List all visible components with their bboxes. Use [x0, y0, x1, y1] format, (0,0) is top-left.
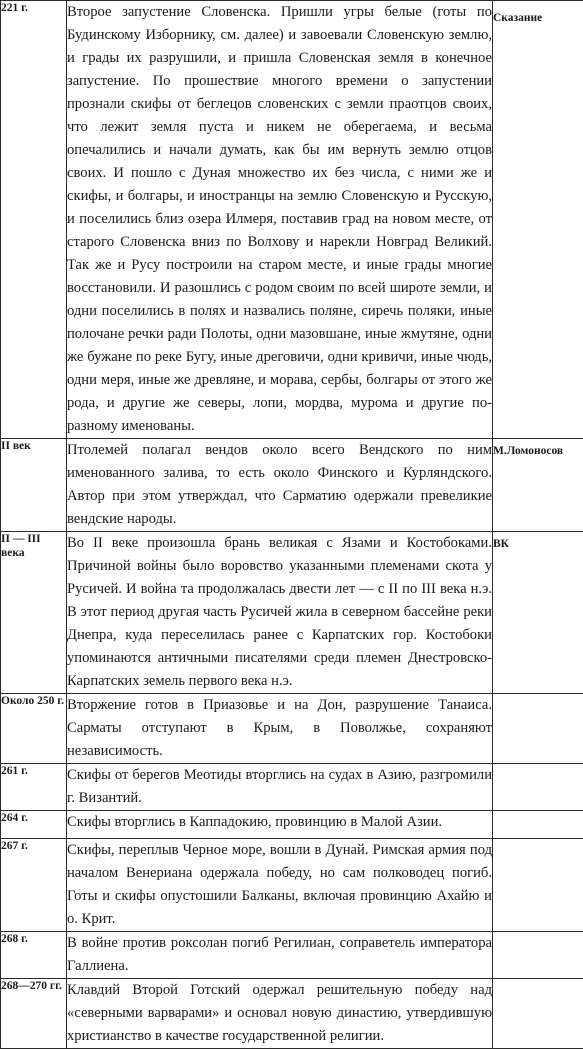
table-row — [1, 811, 583, 839]
event-text-cell: Скифы от берегов Меотиды вторглись на судах в Азию, разгромили г. Византий. — [67, 764, 493, 811]
source-cell: Сказание — [493, 1, 583, 439]
event-text-cell: Скифы вторглись в Каппадокию, провинцию в Малой Азии. — [67, 811, 493, 839]
date-cell: II век — [1, 439, 67, 532]
event-text-cell: Второе запустение Словенска. Пришли угры белые (готы по Будинскому Изборнику, см. далее) и завоевали Словенскую землю, и грады их разрушили, и пришла Словенская земля в конечное запустение. По прошествие многого времени о запустении прознали скифы от беглецов словенских с земли праотцов своих, что лежит земля пуста и никем не оберегаема, и весьма опечалились и начали думать, как бы им вернуть землю отцов своих. И пошло с Дуная множество их без числа, с ними же и скифы, и болгары, и иностранцы на землю Словенскую и Русскую, и поселились близ озера Илмеря, поставив град на новом месте, от старого Словенска вниз по Волхову и нарекли Новград Великий. Так же и Русу построили на старом месте, и иные грады многие восстановили. И разошлись с родом своим по всей широте земли, и одни поселились в полях и назвались поляне, сиречь поляки, иные полочане речки ради Полоты, одни мазовшане, иные жмутяне, одни же бужане по реке Бугу, иные дреговичи, одни кривичи, иные чюдь, одни меря, иные же древляне, и морава, сербы, болгары от этого же рода, и другие же северы, лопи, мордва, мурома и другие по-разному именованы. — [67, 1, 493, 439]
date-cell: II — III века — [1, 532, 67, 694]
source-cell — [493, 764, 583, 811]
source-cell — [493, 694, 583, 764]
source-cell — [493, 932, 583, 979]
event-text-cell: Птолемей полагал вендов около всего Вендского по ним именованного залива, то есть около Финского и Курляндского. Автор при этом утверждал, что Сарматию одержали превеликие вендские народы. — [67, 439, 493, 532]
table-row — [1, 979, 583, 1049]
date-cell: 261 г. — [1, 764, 67, 811]
source-cell: М.Ломоносов — [493, 439, 583, 532]
event-text-cell: Скифы, переплыв Черное море, вошли в Дунай. Римская армия под началом Венериана одержала победу, но сам полководец погиб. Готы и скифы опустошили Балканы, включая провинцию Ахайю и о. Крит. — [67, 839, 493, 932]
table-row — [1, 932, 583, 979]
event-text-cell: Клавдий Второй Готский одержал решительную победу над «северными варварами» и основал новую династию, утвердившую христианство в качестве государственной религии. — [67, 979, 493, 1049]
date-cell: 221 г. — [1, 1, 67, 439]
event-text-cell: В войне против роксолан погиб Регилиан, соправетель императора Галлиена. — [67, 932, 493, 979]
source-cell — [493, 811, 583, 839]
date-cell: 267 г. — [1, 839, 67, 932]
date-cell: 264 г. — [1, 811, 67, 839]
table-row — [1, 839, 583, 932]
source-cell: ВК — [493, 532, 583, 694]
table-row — [1, 439, 583, 532]
source-cell — [493, 839, 583, 932]
table-row — [1, 1, 583, 439]
event-text-cell: Вторжение готов в Приазовье и на Дон, разрушение Танаиса. Сарматы отступают в Крым, в Поволжье, сохраняют независимость. — [67, 694, 493, 764]
table-row — [1, 694, 583, 764]
table-row — [1, 532, 583, 694]
date-cell: 268 г. — [1, 932, 67, 979]
event-text-cell: Во II веке произошла брань великая с Язами и Костобоками. Причиной войны было воровство указанными племенами скота у Русичей. И война та продолжалась двести лет — с II по III века н.э. В этот период другая часть Русичей жила в северном бассейне реки Днепра, куда переселилась ранее с Карпатских гор. Костобоки упоминаются античными писателями среди племен Днестровско-Карпатских земель первого века н.э. — [67, 532, 493, 694]
date-cell: Около 250 г. — [1, 694, 67, 764]
table-row — [1, 764, 583, 811]
source-cell — [493, 979, 583, 1049]
date-cell: 268—270 гг. — [1, 979, 67, 1049]
